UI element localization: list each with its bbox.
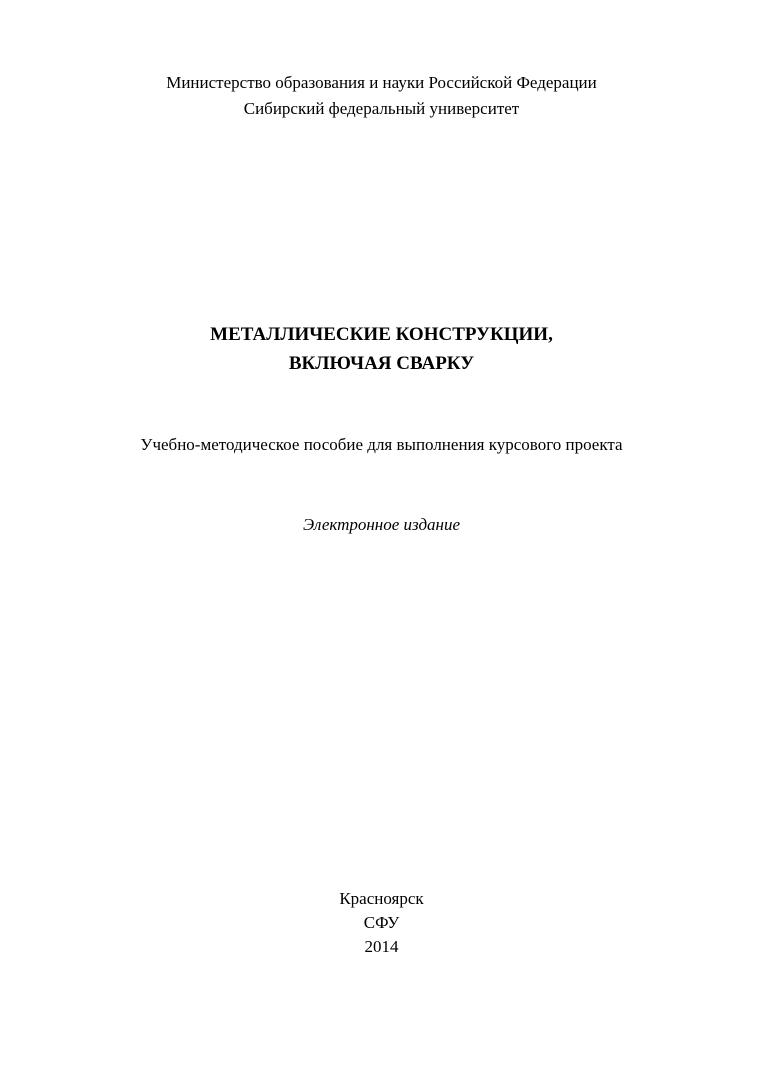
edition-line: Электронное издание <box>302 515 461 534</box>
imprint-city: Красноярск <box>339 889 424 908</box>
title-line-1: МЕТАЛЛИЧЕСКИЕ КОНСТРУКЦИИ, <box>210 324 553 345</box>
subtitle-line: Учебно-методическое пособие для выполнения курсового проекта <box>140 435 623 454</box>
imprint-publisher: СФУ <box>363 913 400 932</box>
university-line: Сибирский федеральный университет <box>243 99 520 118</box>
title-line-2: ВКЛЮЧАЯ СВАРКУ <box>288 353 475 374</box>
ministry-line: Министерство образования и науки Российской Федерации <box>166 73 597 92</box>
imprint-year: 2014 <box>364 937 399 956</box>
